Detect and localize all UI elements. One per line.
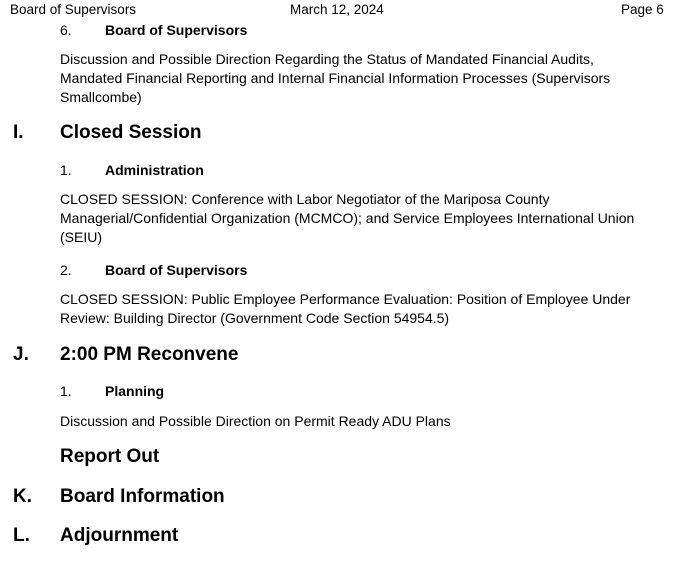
item-title: Planning — [105, 383, 165, 399]
section-title: 2:00 PM Reconvene — [60, 344, 239, 365]
section-letter: I. — [13, 122, 24, 143]
text-line: Discussion and Possible Direction Regarding the Status of Mandated Financial Audits, — [60, 51, 594, 67]
section-title: Closed Session — [60, 122, 202, 143]
section-letter: J. — [13, 344, 29, 365]
text-line: CLOSED SESSION: Public Employee Performance Evaluation: Position of Employee Under — [60, 291, 631, 307]
report-out-heading: Report Out — [60, 446, 160, 467]
section-letter: K. — [13, 486, 32, 507]
section-title: Board Information — [60, 486, 225, 507]
text-line: Managerial/Confidential Organization (MCMCO); and Service Employees International Union — [60, 210, 635, 226]
section-title: Adjournment — [60, 525, 179, 546]
item-description — [60, 190, 660, 247]
item-description — [60, 412, 660, 431]
text-line: Smallcombe) — [60, 89, 142, 105]
header-left: Board of Supervisors — [10, 2, 137, 17]
item-number: 1. — [60, 383, 72, 399]
item-number: 1. — [60, 162, 72, 178]
section-letter: L. — [13, 525, 30, 546]
text-line: Review: Building Director (Government Code Section 54954.5) — [60, 310, 450, 326]
text-line: Discussion and Possible Direction on Permit Ready ADU Plans — [60, 413, 451, 429]
header-date: March 12, 2024 — [290, 2, 384, 17]
item-number: 6. — [60, 22, 72, 38]
text-line: (SEIU) — [60, 229, 102, 245]
item-number: 2. — [60, 262, 72, 278]
item-description — [60, 290, 660, 328]
header-page-number: Page 6 — [621, 2, 664, 17]
item-title: Administration — [105, 162, 204, 178]
item-description — [60, 50, 660, 107]
text-line: CLOSED SESSION: Conference with Labor Negotiator of the Mariposa County — [60, 191, 550, 207]
text-line: Mandated Financial Reporting and Internal Financial Information Processes (Supervisors — [60, 70, 611, 86]
item-title: Board of Supervisors — [105, 262, 248, 278]
item-title: Board of Supervisors — [105, 22, 248, 38]
